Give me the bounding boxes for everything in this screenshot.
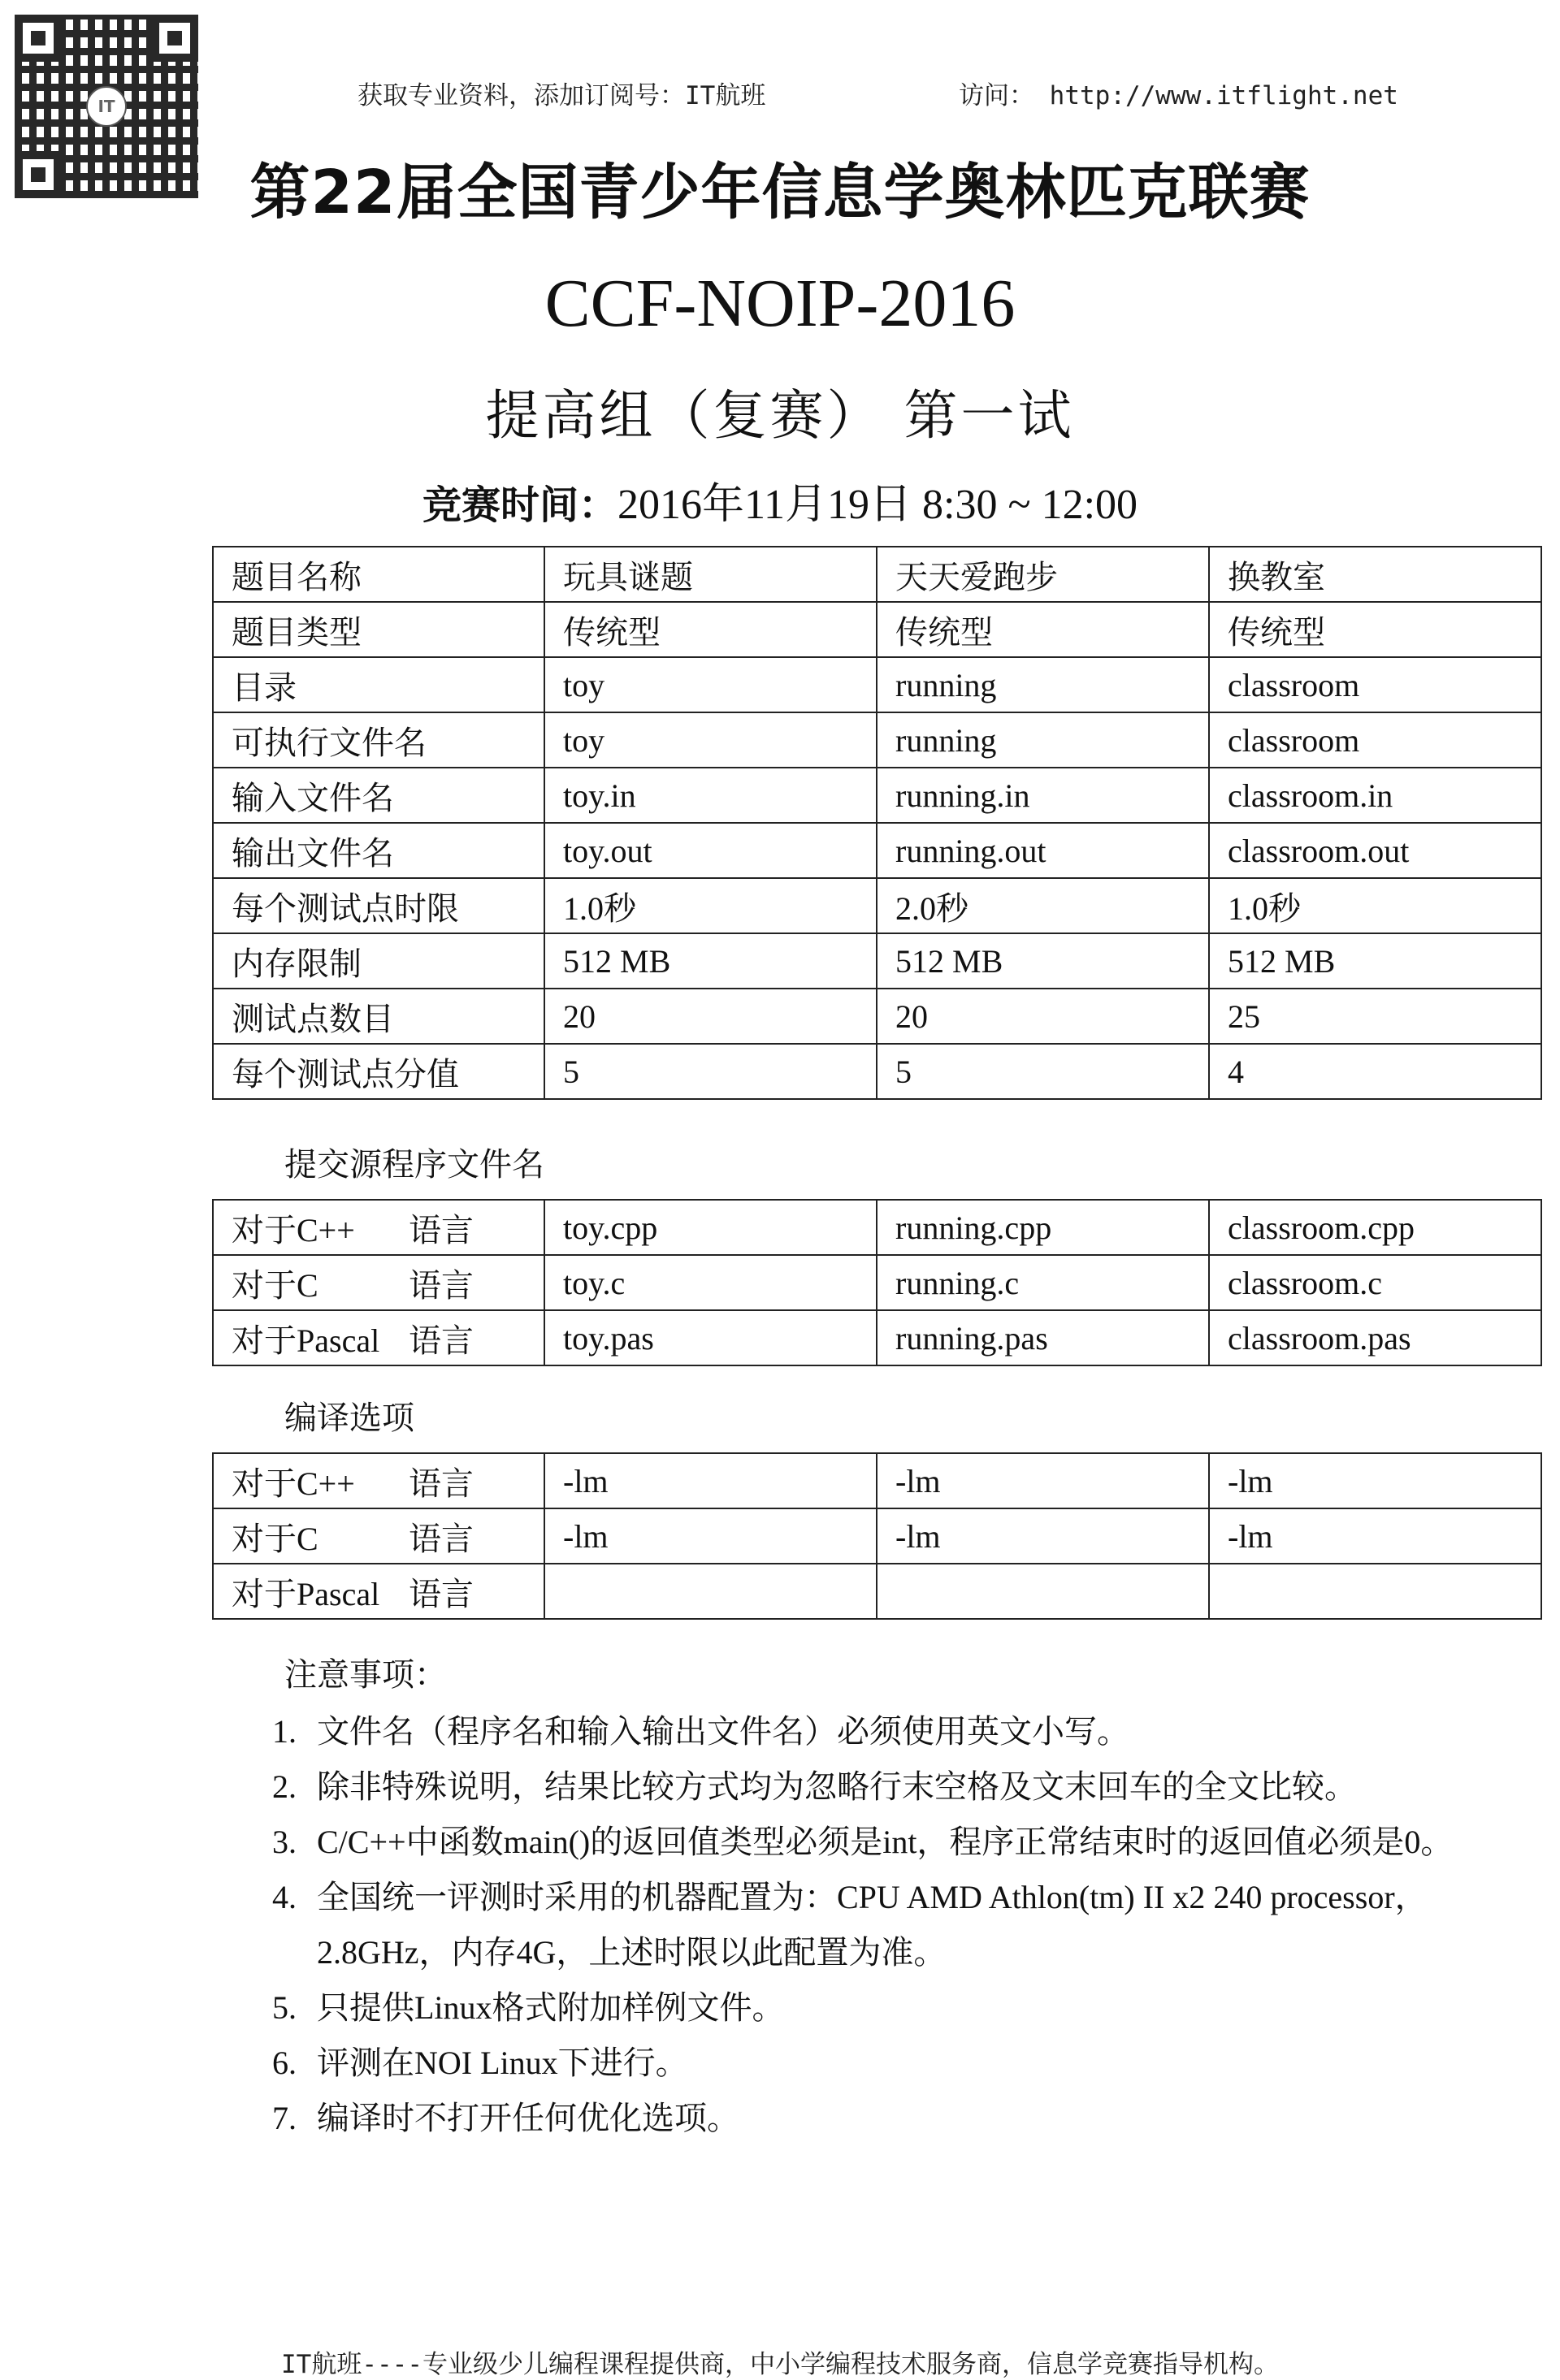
table-cell: 512 MB bbox=[1209, 933, 1541, 989]
note-number: 6. bbox=[272, 2045, 297, 2081]
row-header-cell: 可执行文件名 bbox=[213, 712, 544, 768]
table-row bbox=[213, 768, 1541, 823]
contest-time bbox=[0, 470, 1560, 530]
table-cell: 5 bbox=[877, 1044, 1209, 1099]
table-cell: classroom.c bbox=[1209, 1255, 1541, 1310]
problems-table bbox=[212, 546, 1542, 1100]
table-row bbox=[213, 878, 1541, 933]
note-number: 7. bbox=[272, 2100, 297, 2136]
table-cell: 1.0秒 bbox=[544, 878, 877, 933]
table-cell: running.out bbox=[877, 823, 1209, 878]
header-visit-link[interactable]: 访问： http://www.itflight.net bbox=[959, 81, 1398, 110]
note-text: C/C++中函数main()的返回值类型必须是int，程序正常结束时的返回值必须是0。 bbox=[317, 1824, 1454, 1860]
table-cell: toy.c bbox=[544, 1255, 877, 1310]
contest-time-label: 竞赛时间： bbox=[422, 482, 618, 528]
row-header-cell: 目录 bbox=[213, 657, 544, 712]
table-row bbox=[213, 1255, 1541, 1310]
page-subtitle: CCF-NOIP-2016 bbox=[544, 266, 1016, 341]
note-text: 文件名（程序名和输入输出文件名）必须使用英文小写。 bbox=[317, 1713, 1129, 1750]
table-cell: classroom.out bbox=[1209, 823, 1541, 878]
language-suffix: 语言 bbox=[409, 1322, 474, 1359]
table-cell: running.c bbox=[877, 1255, 1209, 1310]
table-cell: classroom bbox=[1209, 657, 1541, 712]
language-cell bbox=[213, 1200, 544, 1255]
table-cell: 512 MB bbox=[877, 933, 1209, 989]
language-name: 对于Pascal bbox=[232, 1322, 380, 1359]
language-cell bbox=[213, 1564, 544, 1619]
table-cell: -lm bbox=[1209, 1453, 1541, 1508]
table-cell: 传统型 bbox=[1209, 602, 1541, 657]
table-cell: 2.0秒 bbox=[877, 878, 1209, 933]
language-suffix: 语言 bbox=[409, 1266, 474, 1304]
note-item bbox=[272, 1704, 1540, 1759]
table-cell: 1.0秒 bbox=[1209, 878, 1541, 933]
language-name: 对于Pascal bbox=[232, 1575, 380, 1612]
compile-options-caption: 编译选项 bbox=[284, 1400, 414, 1437]
note-number: 5. bbox=[272, 1989, 297, 2026]
table-cell: 25 bbox=[1209, 989, 1541, 1044]
table-cell: 20 bbox=[544, 989, 877, 1044]
table-row bbox=[213, 712, 1541, 768]
note-item bbox=[272, 2036, 1540, 2091]
language-suffix: 语言 bbox=[409, 1520, 474, 1557]
notes-heading: 注意事项： bbox=[284, 1656, 447, 1694]
table-row bbox=[213, 933, 1541, 989]
table-row bbox=[213, 989, 1541, 1044]
language-name: 对于C++ bbox=[232, 1211, 355, 1248]
page-title: 第22届全国青少年信息学奥林匹克联赛 bbox=[249, 158, 1311, 227]
table-cell: toy.out bbox=[544, 823, 877, 878]
note-item bbox=[272, 1815, 1540, 1870]
row-header-cell: 输出文件名 bbox=[213, 823, 544, 878]
table-cell bbox=[544, 1564, 877, 1619]
language-suffix: 语言 bbox=[409, 1575, 474, 1612]
table-cell: 玩具谜题 bbox=[544, 547, 877, 602]
table-cell: toy bbox=[544, 712, 877, 768]
table-row bbox=[213, 1508, 1541, 1564]
qr-finder-top-right bbox=[151, 15, 198, 62]
table-cell: classroom.in bbox=[1209, 768, 1541, 823]
language-cell bbox=[213, 1453, 544, 1508]
table-cell: toy.pas bbox=[544, 1310, 877, 1365]
table-cell: running.pas bbox=[877, 1310, 1209, 1365]
language-name: 对于C++ bbox=[232, 1465, 355, 1502]
table-cell bbox=[1209, 1564, 1541, 1619]
page-footer: IT航班----专业级少儿编程课程提供商，中小学编程技术服务商，信息学竞赛指导机构。 bbox=[281, 2350, 1279, 2379]
note-text: 编译时不打开任何优化选项。 bbox=[317, 2100, 739, 2136]
table-cell: running bbox=[877, 712, 1209, 768]
table-cell: toy bbox=[544, 657, 877, 712]
note-number: 4. bbox=[272, 1879, 297, 1915]
source-files-caption: 提交源程序文件名 bbox=[284, 1146, 544, 1184]
table-cell: -lm bbox=[1209, 1508, 1541, 1564]
table-cell: running.cpp bbox=[877, 1200, 1209, 1255]
table-cell: 512 MB bbox=[544, 933, 877, 989]
note-number: 2. bbox=[272, 1768, 297, 1805]
table-cell: -lm bbox=[544, 1453, 877, 1508]
table-cell: 天天爱跑步 bbox=[877, 547, 1209, 602]
notes-list bbox=[272, 1704, 1540, 2146]
note-text: 只提供Linux格式附加样例文件。 bbox=[317, 1989, 785, 2026]
note-item bbox=[272, 1980, 1540, 2036]
table-cell: toy.cpp bbox=[544, 1200, 877, 1255]
table-cell: 4 bbox=[1209, 1044, 1541, 1099]
table-row bbox=[213, 1044, 1541, 1099]
note-item bbox=[272, 2091, 1540, 2146]
table-cell: classroom bbox=[1209, 712, 1541, 768]
language-cell bbox=[213, 1310, 544, 1365]
table-row bbox=[213, 1453, 1541, 1508]
table-row bbox=[213, 657, 1541, 712]
row-header-cell: 每个测试点分值 bbox=[213, 1044, 544, 1099]
note-text: 全国统一评测时采用的机器配置为：CPU AMD Athlon(tm) II x2 240 processor，2.8GHz，内存4G，上述时限以此配置为准。 bbox=[317, 1879, 1428, 1971]
table-cell bbox=[877, 1564, 1209, 1619]
table-cell: 换教室 bbox=[1209, 547, 1541, 602]
row-header-cell: 输入文件名 bbox=[213, 768, 544, 823]
table-row bbox=[213, 602, 1541, 657]
table-row bbox=[213, 823, 1541, 878]
qr-finder-top-left bbox=[15, 15, 62, 62]
row-header-cell: 测试点数目 bbox=[213, 989, 544, 1044]
table-row bbox=[213, 547, 1541, 602]
note-item bbox=[272, 1759, 1540, 1815]
note-text: 评测在NOI Linux下进行。 bbox=[317, 2045, 688, 2081]
table-row bbox=[213, 1310, 1541, 1365]
source-files-table bbox=[212, 1199, 1542, 1366]
table-cell: running.in bbox=[877, 768, 1209, 823]
table-cell: -lm bbox=[877, 1453, 1209, 1508]
note-text: 除非特殊说明，结果比较方式均为忽略行末空格及文末回车的全文比较。 bbox=[317, 1768, 1357, 1805]
table-cell: running bbox=[877, 657, 1209, 712]
table-cell: classroom.pas bbox=[1209, 1310, 1541, 1365]
row-header-cell: 题目类型 bbox=[213, 602, 544, 657]
note-item bbox=[272, 1870, 1540, 1980]
table-cell: classroom.cpp bbox=[1209, 1200, 1541, 1255]
contest-group: 提高组（复赛） 第一试 bbox=[485, 384, 1075, 447]
header-promo: 获取专业资料，添加订阅号：IT航班 bbox=[358, 81, 766, 110]
row-header-cell: 题目名称 bbox=[213, 547, 544, 602]
language-name: 对于C bbox=[232, 1520, 318, 1557]
qr-logo: IT bbox=[86, 86, 127, 127]
table-cell: toy.in bbox=[544, 768, 877, 823]
language-suffix: 语言 bbox=[409, 1465, 474, 1502]
compile-options-table bbox=[212, 1452, 1542, 1620]
contest-time-value: 2016年11月19日 8:30 ~ 12:00 bbox=[617, 482, 1138, 528]
table-row bbox=[213, 1200, 1541, 1255]
language-name: 对于C bbox=[232, 1266, 318, 1304]
table-row bbox=[213, 1564, 1541, 1619]
table-cell: 传统型 bbox=[877, 602, 1209, 657]
table-cell: -lm bbox=[544, 1508, 877, 1564]
row-header-cell: 每个测试点时限 bbox=[213, 878, 544, 933]
row-header-cell: 内存限制 bbox=[213, 933, 544, 989]
table-cell: -lm bbox=[877, 1508, 1209, 1564]
table-cell: 20 bbox=[877, 989, 1209, 1044]
language-cell bbox=[213, 1508, 544, 1564]
note-number: 3. bbox=[272, 1824, 297, 1860]
note-number: 1. bbox=[272, 1713, 297, 1750]
language-suffix: 语言 bbox=[409, 1211, 474, 1248]
table-cell: 传统型 bbox=[544, 602, 877, 657]
table-cell: 5 bbox=[544, 1044, 877, 1099]
language-cell bbox=[213, 1255, 544, 1310]
